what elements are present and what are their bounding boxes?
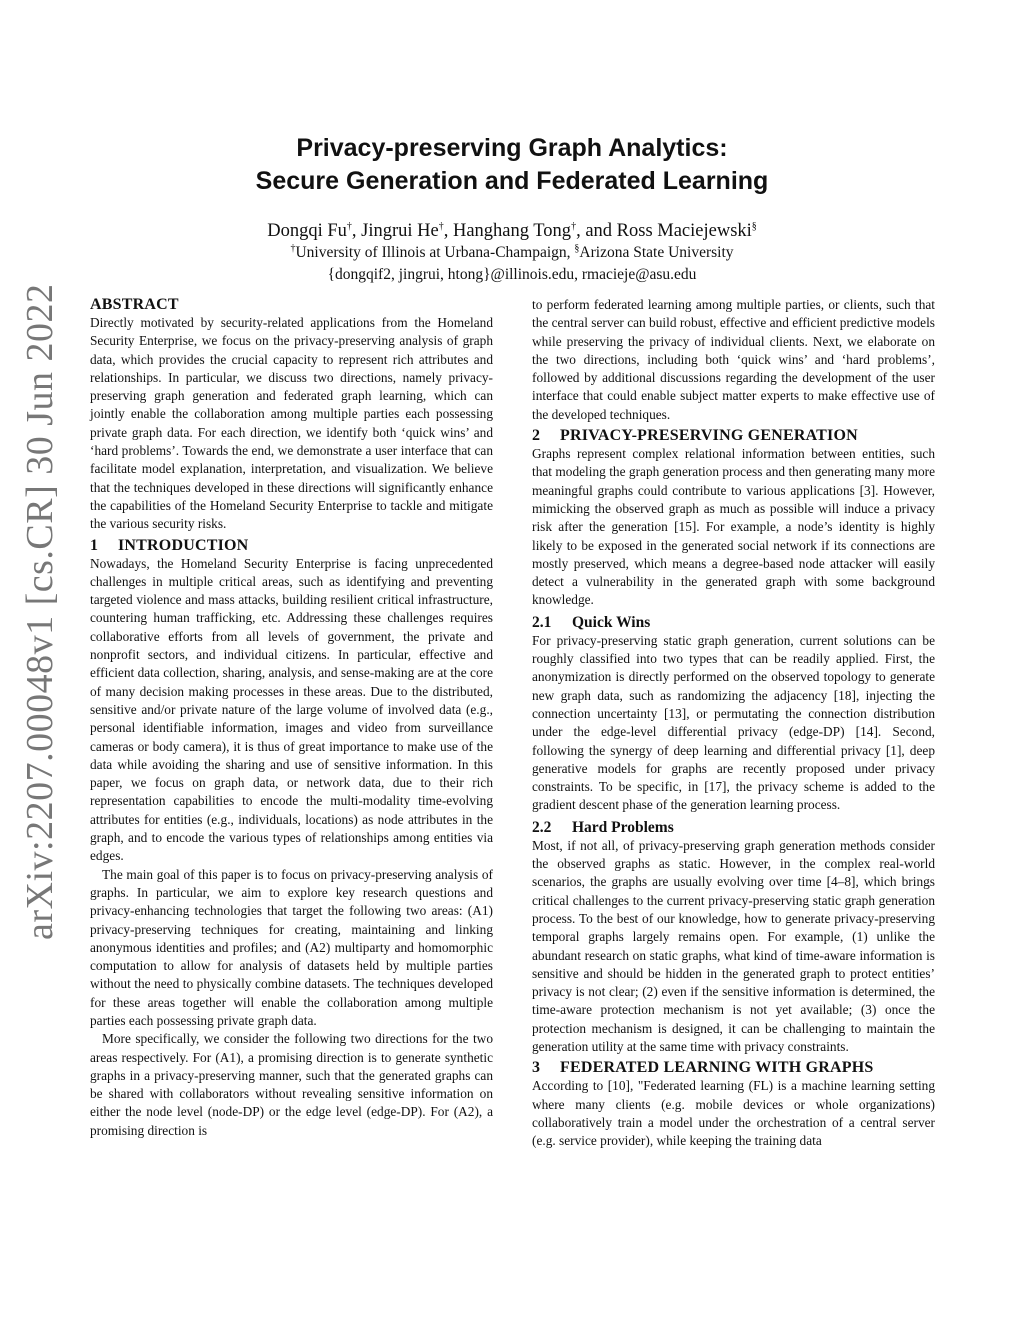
title-line-2: Secure Generation and Federated Learning: [255, 167, 769, 195]
affiliation-mark: §: [574, 242, 580, 254]
author-list: Dongqi Fu†, Jingrui He†, Hanghang Tong†, and Ross Maciejewski§: [267, 220, 757, 241]
arxiv-identifier-stamp[interactable]: arXiv:2207.00048v1 [cs.CR] 30 Jun 2022: [19, 283, 61, 940]
title-block: [100, 132, 924, 285]
subsection-number: 2.2: [532, 818, 552, 836]
right-column: [532, 296, 935, 1150]
paper-title: [100, 132, 924, 198]
left-column: [90, 296, 493, 1140]
affiliation-mark: †: [346, 220, 352, 232]
section-number: 3: [532, 1059, 541, 1077]
generation-paragraph: Graphs represent complex relational information between entities, such that modeling the graph generation process and then generating many more meaningful graphs could contribute to various applications [3]. However, mimicking the observed graph as much as possible will induce a privacy risk after the generation [15]. For example, a node’s identity is highly likely to be exposed in the generated social network if its connections are mostly preserved, which means a degree-based node attacker will easily detect a vulnerability in the generated graph with some background knowledge.: [532, 446, 935, 608]
section-number: 2: [532, 427, 541, 445]
abstract-text: Directly motivated by security-related applications from the Homeland Security Enterprise, we focus on the privacy-preserving analysis of graph data, which provides the crucial capacity to represent rich attributes and relationships. In particular, we discuss two directions, namely privacy-preserving graph generation and federated graph learning, which can jointly enable the collaboration among multiple parties each possessing private graph data. For each direction, we identify both ‘quick wins’ and ‘hard problems’. Towards the end, we demonstrate a user interface that can facilitate model explanation, interpretation, and visualization. We believe that the techniques developed in these directions will significantly enhance the capabilities of the Homeland Security Enterprise to tackle and mitigate the various security risks.: [90, 315, 493, 532]
author-name: Hanghang Tong: [452, 221, 572, 241]
federated-learning-paragraph: According to [10], "Federated learning (FL) is a machine learning setting where many clients (e.g. mobile devices or whole organizations) collaboratively train a model under the orchestration of a central server (e.g. service provider), while keeping the training data: [532, 1078, 935, 1149]
intro-paragraph-1: Nowadays, the Homeland Security Enterprise is facing unprecedented challenges in multiple critical areas, such as identifying and preventing targeted violence and mass attacks, building resilient critical infrastructure, countering human trafficking, etc. Addressing these challenges requires collaborative efforts from all levels of government, the private and nonprofit sectors, and individual citizens. In particular, effective and efficient data collection, sharing, analysis, and sense-making are at the core of many decision making processes in these areas. Due to the distributed, sensitive and/or private nature of the large volume of involved data (e.g., personal identifiable information, images and video from surveillance cameras or body camera), it is thus of great importance to make use of the data while avoiding the sharing and use of sensitive information. In this paper, we focus on graph data, or network data, due to their rich representation capabilities to encode the multi-modality time-evolving attributes for entities (e.g., individuals, locations) as node attributes in the graph, and to encode the various types of relationships among entities via edges.: [90, 555, 493, 864]
title-line-1: Privacy-preserving Graph Analytics:: [296, 134, 728, 162]
affiliation-mark: †: [290, 242, 296, 254]
intro-paragraph-2: The main goal of this paper is to focus on privacy-preserving analysis of graphs. In particular, we aim to explore key research questions and privacy-enhancing technologies that target the following two areas: (A1) privacy-preserving techniques for creating, maintaining and linking anonymous identities and profiles; and (A2) multiparty and homomorphic computation to allow for analysis of datasets held by multiple parties without the need to physically combine datasets. The techniques developed for these areas together will enable the collaboration among multiple parties each possessing private graph data.: [90, 866, 493, 1028]
author-name: Jingrui He: [361, 221, 439, 241]
abstract-heading: ABSTRACT: [90, 296, 179, 313]
affiliation-mark: †: [571, 220, 577, 232]
subsection-heading-hard-problems: [532, 819, 935, 837]
affiliation-mark: §: [751, 220, 757, 232]
intro-paragraph-3: More specifically, we consider the following two directions for the two areas respectively. For (A1), a promising direction is to generate synthetic graphs in a privacy-preserving manner, such that the generated graphs can be shared with collaborators without revealing sensitive information on either the node level (node-DP) or the edge level (edge-DP). For (A2), a promising direction is: [90, 1031, 493, 1138]
affiliation-asu: Arizona State University: [579, 244, 734, 261]
subsection-title: Quick Wins: [572, 613, 651, 631]
section-heading-federated-learning: [532, 1059, 935, 1077]
section-heading-introduction: [90, 537, 493, 555]
quick-wins-paragraph: For privacy-preserving static graph generation, current solutions can be roughly classified into two types that can be readily applied. First, the anonymization is directly performed on the observed topology to generate new graph data, such as randomizing the adjacency [18], injecting the connection uncertainty [13], or permutating the connection distribution under the edge-level differential privacy (edge-DP) [14]. Second, following the synergy of deep learning and differential privacy [1], deep generative models for graphs are recently proposed under privacy constraints. To be specific, in [17], the privacy scheme is added to the gradient descent phase of the generation learning process.: [532, 632, 935, 813]
section-heading-generation: [532, 427, 935, 445]
subsection-title: Hard Problems: [572, 818, 674, 836]
author-name: and Ross Maciejewski: [585, 221, 752, 241]
affiliations: [100, 242, 924, 264]
section-title: PRIVACY-PRESERVING GENERATION: [560, 427, 858, 445]
subsection-heading-quick-wins: [532, 614, 935, 632]
hard-problems-paragraph: Most, if not all, of privacy-preserving graph generation methods consider the observed graphs as static. However, in the complex real-world scenarios, the graphs are usually evolving over time [4–8], which brings critical challenges to the current privacy-preserving static graph generation process. To the best of our knowledge, how to generate privacy-preserving temporal graphs largely remains open. For example, (1) unlike the abundant research on static graphs, what kind of time-aware information is sensitive and should be hidden in the generated graph to protect entities’ privacy is not clear; (2) even if the sensitive information is determined, the time-aware protection mechanism is not yet available; (3) once the protection mechanism is designed, it can be challenging to maintain the generation utility at the same time with privacy constraints.: [532, 837, 935, 1054]
intro-continued-paragraph: to perform federated learning among multiple parties, or clients, such that the central server can build robust, effective and efficient predictive models while preserving the privacy of individual clients. Next, we elaborate on the two directions, including both ‘quick wins’ and ‘hard problems’, followed by additional discussions regarding the development of the user interface that could enable subject matter experts to make effective use of the developed techniques.: [532, 297, 935, 422]
author-emails[interactable]: {dongqif2, jingrui, htong}@illinois.edu, rmacieje@asu.edu: [327, 266, 697, 283]
section-title: FEDERATED LEARNING WITH GRAPHS: [560, 1059, 874, 1077]
author-name: Dongqi Fu: [267, 221, 347, 241]
subsection-number: 2.1: [532, 613, 552, 631]
affiliation-uiuc: University of Illinois at Urbana-Champaign,: [295, 244, 571, 261]
section-title: INTRODUCTION: [118, 536, 249, 554]
affiliation-mark: †: [438, 220, 444, 232]
section-number: 1: [90, 536, 99, 554]
